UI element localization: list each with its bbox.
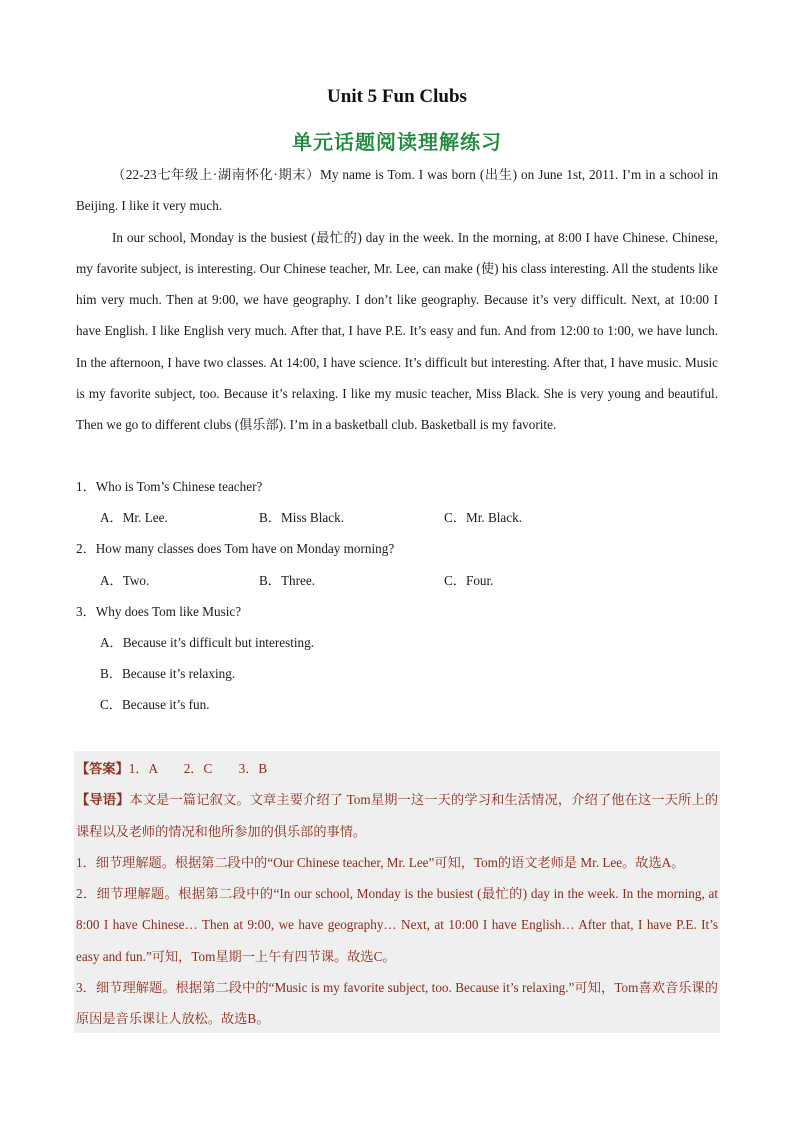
page-title: Unit 5 Fun Clubs — [327, 86, 467, 107]
guide-tag: 【导语】 — [76, 792, 130, 808]
question-1-option-a: A．Mr. Lee. — [100, 510, 168, 526]
answer-section — [76, 753, 718, 1035]
question-2-option-b: B．Three. — [259, 572, 316, 588]
question-3-option-c: C．Because it’s fun. — [100, 697, 210, 713]
question-3-option-a: A．Because it’s difficult but interesting. — [100, 634, 315, 650]
question-2-stem: 2．How many classes does Tom have on Monday morning? — [76, 541, 395, 557]
guide-text: 本文是一篇记叙文。文章主要介绍了 Tom星期一这一天的学习和生活情况，介绍了他在这一天所上的课程以及老师的情况和他所参加的俱乐部的事情。 — [76, 792, 719, 839]
question-1-stem: 1．Who is Tom’s Chinese teacher? — [76, 479, 263, 494]
explanation-2: 2．细节理解题。根据第二段中的“In our school, Monday is the busiest (最忙的) day in the week. In the morning, at 8:00 I have Chinese… Then at 9:00, we have geography… Next, at 10:00 I have English… After that, I have P.E. It’s easy and fun.”可知，Tom星期一上午有四节课。故选C。 — [76, 886, 718, 964]
question-2-options — [76, 565, 718, 596]
reading-passage — [76, 159, 718, 441]
question-1-option-b: B．Miss Black. — [259, 510, 344, 526]
question-3-option-b: B．Because it’s relaxing. — [100, 666, 236, 682]
answer-key-text: 1．A 2．C 3．B — [128, 761, 268, 776]
answer-key-tag: 【答案】 — [76, 761, 129, 776]
question-1-option-c: C．Mr. Black. — [444, 510, 523, 526]
passage-paragraph-2: In our school, Monday is the busiest (最忙的) day in the week. In the morning, at 8:00 I have Chinese. Chinese, my favorite subject, is interesting. Our Chinese teacher, Mr. Lee, can make (使) his class interesting. All the students like him very much. Then at 9:00, we have geography. I don’t like geography. Because it’s very difficult. Next, at 10:00 I have English. I like English very much. After that, I have P.E. It’s easy and fun. And from 12:00 to 1:00, we have lunch. In the afternoon, I have two classes. At 14:00, I have science. It’s difficult but interesting. After that, I have music. Music is my favorite subject, too. Because it’s relaxing. I like my music teacher, Miss Black. She is very young and beautiful. Then we go to different clubs (俱乐部). I’m in a basketball club. Basketball is my favorite. — [76, 229, 718, 433]
explanation-3: 3．细节理解题。根据第二段中的“Music is my favorite subject, too. Because it’s relaxing.”可知，Tom喜欢音乐课的原因是音乐课让人放松。故选B。 — [76, 980, 718, 1027]
page-subtitle: 单元话题阅读理解练习 — [292, 130, 502, 154]
question-2-option-c: C．Four. — [444, 572, 494, 588]
question-1-options — [76, 502, 718, 533]
answer-key-line — [76, 753, 718, 784]
question-3-stem: 3．Why does Tom like Music? — [76, 603, 242, 619]
passage-paragraph-1: （22-23七年级上·湖南怀化·期末）My name is Tom. I was born (出生) on June 1st, 2011. I’m in a school in Beijing. I like it very much. — [76, 167, 718, 214]
explanation-1: 1．细节理解题。根据第二段中的“Our Chinese teacher, Mr. Lee”可知，Tom的语文老师是 Mr. Lee。故选A。 — [76, 854, 685, 870]
question-list — [76, 471, 718, 721]
guide-line — [76, 784, 718, 847]
question-2-option-a: A．Two. — [100, 572, 150, 588]
